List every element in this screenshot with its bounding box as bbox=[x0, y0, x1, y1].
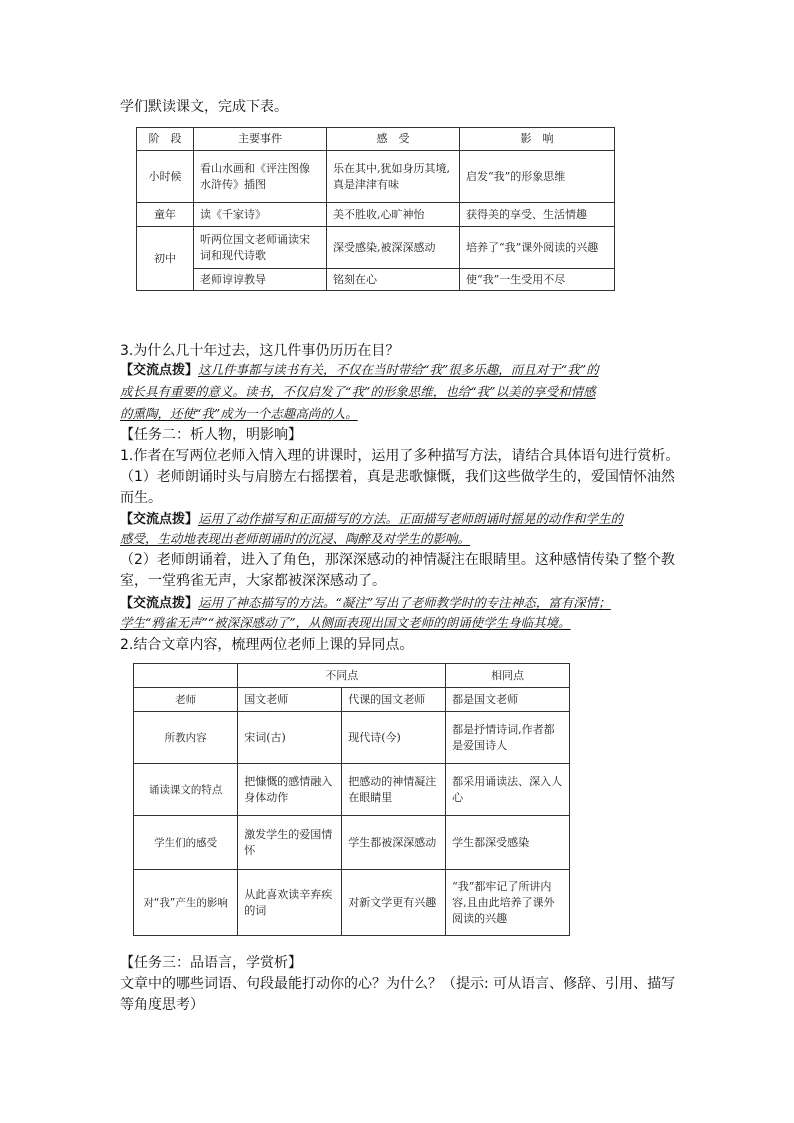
event-cell: 读《千家诗》 bbox=[194, 203, 327, 227]
feeling-cell: 深受感染,被深深感动 bbox=[327, 227, 460, 269]
header-effect: 影 响 bbox=[460, 128, 615, 151]
table-row bbox=[134, 712, 570, 764]
cell-a: 国文老师 bbox=[238, 688, 342, 712]
cell-b: 现代诗(今) bbox=[342, 712, 446, 764]
cell-b: 把感动的神情凝注在眼睛里 bbox=[342, 764, 446, 816]
feeling-cell: 乐在其中,犹如身历其境,真是津津有味 bbox=[327, 151, 460, 203]
cell-b: 对新文学更有兴趣 bbox=[342, 870, 446, 936]
cell-same: 学生都深受感染 bbox=[446, 816, 570, 870]
header-stage: 阶 段 bbox=[137, 128, 194, 151]
feeling-cell: 美不胜收,心旷神怡 bbox=[327, 203, 460, 227]
empty-corner bbox=[134, 664, 238, 688]
stage-cell: 童年 bbox=[137, 203, 194, 227]
row-label: 老师 bbox=[134, 688, 238, 712]
table-row bbox=[137, 203, 615, 227]
stage-cell: 小时候 bbox=[137, 151, 194, 203]
q3-answer-line-1: 【交流点拨】这几件事都与读书有关，不仅在当时带给“我”很多乐趣，而且对于“我”的 bbox=[120, 362, 599, 378]
task3-line-2: 等角度思考） bbox=[120, 997, 204, 1013]
row-label: 所教内容 bbox=[134, 712, 238, 764]
event-cell: 老师谆谆教导 bbox=[194, 269, 327, 291]
hint-tag: 【交流点拨】 bbox=[120, 512, 199, 527]
effect-cell: 使“我”一生受用不尽 bbox=[460, 269, 615, 291]
table-row bbox=[134, 764, 570, 816]
row-label: 学生们的感受 bbox=[134, 816, 238, 870]
q3-answer-line-2: 成长具有重要的意义。读书，不仅启发了“我”的形象思维，也给“我”以美的享受和情感 bbox=[120, 384, 596, 399]
event-cell: 听两位国文老师诵读宋词和现代诗歌 bbox=[194, 227, 327, 269]
task2-q2: 2.结合文章内容，梳理两位老师上课的异同点。 bbox=[120, 637, 414, 653]
table-row bbox=[137, 269, 615, 291]
answer-2-line-2: 学生“鸦雀无声”“被深深感动了”，从侧面表现出国文老师的朗诵使学生身临其境。 bbox=[120, 615, 571, 630]
task2-title: 【任务二：析人物，明影响】 bbox=[120, 427, 302, 443]
cell-same: 都是国文老师 bbox=[446, 688, 570, 712]
reading-events-table bbox=[136, 127, 615, 291]
intro-text: 学们默读课文，完成下表。 bbox=[120, 99, 288, 115]
task2-q1: 1.作者在写两位老师入情入理的讲课时，运用了多种描写方法，请结合具体语句进行赏析。 bbox=[120, 448, 680, 464]
header-same: 相同点 bbox=[446, 664, 570, 688]
sentence-2-line-2: 室，一堂鸦雀无声，大家都被深深感动了。 bbox=[120, 573, 386, 589]
row-label: 对“我”产生的影响 bbox=[134, 870, 238, 936]
cell-b: 学生都被深深感动 bbox=[342, 816, 446, 870]
cell-a: 激发学生的爱国情怀 bbox=[238, 816, 342, 870]
table-row bbox=[137, 227, 615, 269]
row-label: 诵读课文的特点 bbox=[134, 764, 238, 816]
table-row bbox=[134, 816, 570, 870]
effect-cell: 培养了“我”课外阅读的兴趣 bbox=[460, 227, 615, 269]
q3-answer-line-3: 的熏陶，还使“我”成为一个志趣高尚的人。 bbox=[120, 406, 358, 421]
cell-a: 宋词(古) bbox=[238, 712, 342, 764]
task3-line-1: 文章中的哪些词语、句段最能打动你的心？为什么？（提示: 可从语言、修辞、引用、描写 bbox=[120, 976, 676, 992]
stage-cell: 初中 bbox=[137, 227, 194, 291]
answer-1-line-2: 感受，生动地表现出老师朗诵时的沉浸、陶醉及对学生的影响。 bbox=[120, 531, 471, 546]
effect-cell: 获得美的享受、生活情趣 bbox=[460, 203, 615, 227]
q3-question: 3.为什么几十年过去，这几件事仍历历在目？ bbox=[120, 343, 400, 359]
effect-cell: 启发“我”的形象思维 bbox=[460, 151, 615, 203]
header-feeling: 感 受 bbox=[327, 128, 460, 151]
table-row bbox=[134, 688, 570, 712]
answer-1-line-1: 【交流点拨】运用了动作描写和正面描写的方法。正面描写老师朗诵时摇晃的动作和学生的 bbox=[120, 511, 624, 527]
header-event: 主要事件 bbox=[194, 128, 327, 151]
cell-same: “我”都牢记了所讲内容,且由此培养了课外阅读的兴趣 bbox=[446, 870, 570, 936]
hint-tag: 【交流点拨】 bbox=[120, 596, 199, 611]
cell-b: 代课的国文老师 bbox=[342, 688, 446, 712]
header-different: 不同点 bbox=[238, 664, 446, 688]
feeling-cell: 铭刻在心 bbox=[327, 269, 460, 291]
table-row bbox=[134, 870, 570, 936]
cell-same: 都采用诵读法、深入人心 bbox=[446, 764, 570, 816]
sentence-1-line-1: （1）老师朗诵时头与肩膀左右摇摆着，真是悲歌慷慨，我们这些做学生的，爱国情怀油然 bbox=[120, 469, 675, 485]
teachers-comparison-table bbox=[133, 663, 570, 936]
task3-title: 【任务三：品语言，学赏析】 bbox=[120, 955, 302, 971]
event-cell: 看山水画和《评注图像水浒传》插图 bbox=[194, 151, 327, 203]
cell-a: 从此喜欢读辛弃疾的词 bbox=[238, 870, 342, 936]
table-row bbox=[137, 151, 615, 203]
hint-tag: 【交流点拨】 bbox=[120, 363, 199, 378]
sentence-2-line-1: （2）老师朗诵着，进入了角色，那深深感动的神情凝注在眼睛里。这种感情传染了整个教 bbox=[120, 552, 675, 568]
answer-2-line-1: 【交流点拨】运用了神态描写的方法。“凝注”写出了老师教学时的专注神态，富有深情； bbox=[120, 595, 611, 611]
cell-a: 把慷慨的感情融入身体动作 bbox=[238, 764, 342, 816]
sentence-1-line-2: 而生。 bbox=[120, 490, 162, 506]
cell-same: 都是抒情诗词,作者都是爱国诗人 bbox=[446, 712, 570, 764]
